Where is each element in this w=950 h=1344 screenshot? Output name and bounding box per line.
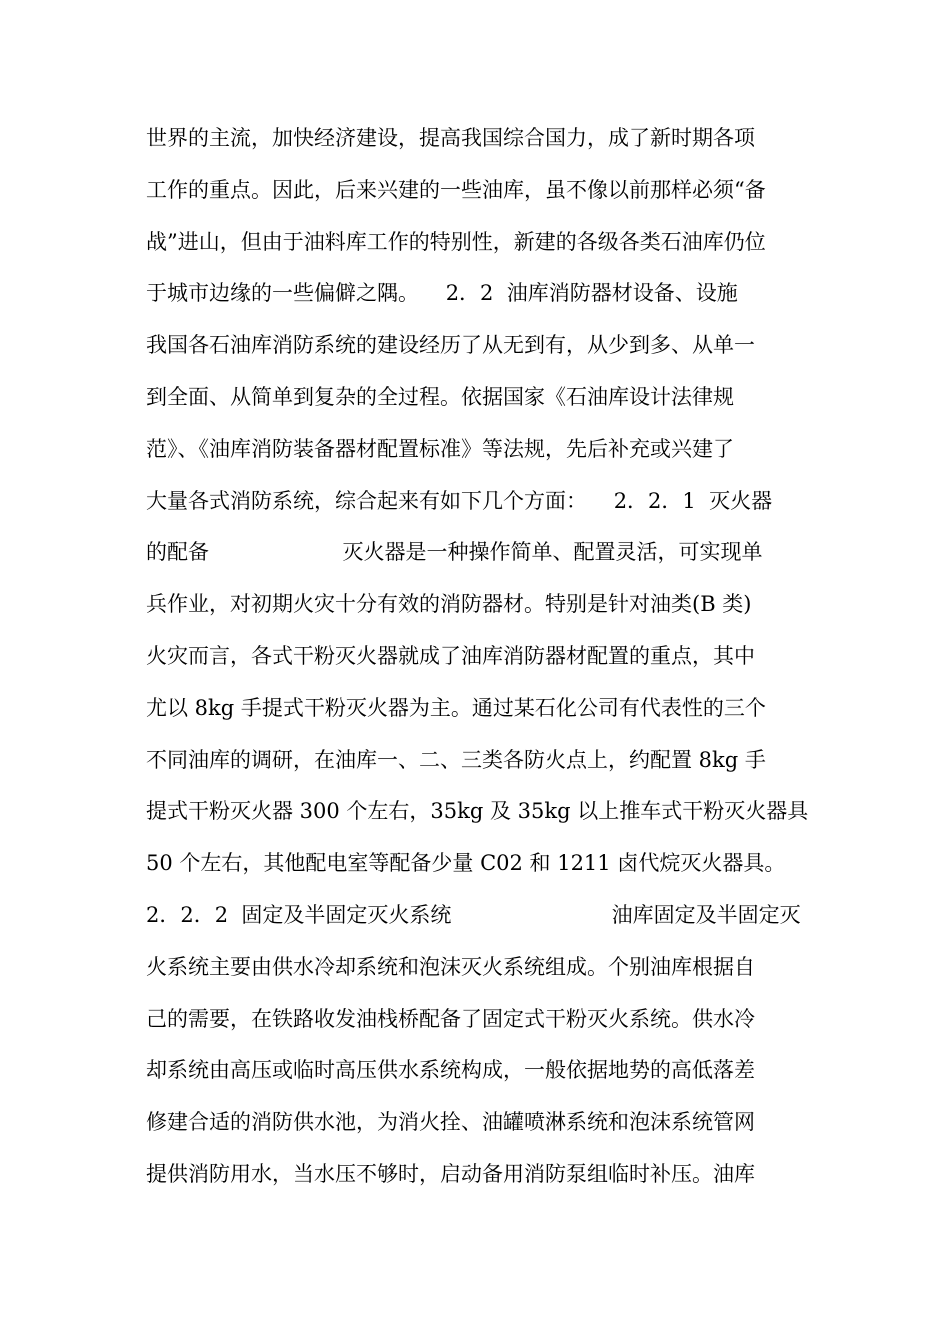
- text-line: 提式干粉灭火器 300 个左右，35kg 及 35kg 以上推车式干粉灭火器具: [146, 799, 809, 824]
- text-line: 火灾而言，各式干粉灭火器就成了油库消防器材配置的重点，其中: [146, 643, 755, 668]
- text-line: 世界的主流，加快经济建设，提高我国综合国力，成了新时期各项: [146, 126, 755, 150]
- body-text: [146, 113, 816, 1201]
- text-line: 工作的重点。因此，后来兴建的一些油库，虽不像以前那样必须“备: [146, 177, 766, 202]
- text-line: 2．2．2 固定及半固定灭火系统 油库固定及半固定灭: [146, 902, 801, 927]
- text-line: 己的需要，在铁路收发油栈桥配备了固定式干粉灭火系统。供水冷: [146, 1006, 755, 1031]
- text-line: 50 个左右，其他配电室等配备少量 C02 和 1211 卤代烷灭火器具。: [146, 851, 786, 876]
- text-line: 我国各石油库消防系统的建设经历了从无到有，从少到多、从单一: [146, 333, 755, 358]
- text-line: 却系统由高压或临时高压供水系统构成，一般依据地势的高低落差: [146, 1058, 755, 1083]
- text-line: 于城市边缘的一些偏僻之隅。 2．2 油库消防器材设备、设施: [146, 281, 738, 306]
- text-line: 修建合适的消防供水池，为消火拴、油罐喷淋系统和泡沫系统管网: [146, 1110, 755, 1135]
- text-line: 战”进山，但由于油料库工作的特别性，新建的各级各类石油库仍位: [146, 229, 766, 254]
- text-line: 范》、《油库消防装备器材配置标准》等法规，先后补充或兴建了: [146, 436, 734, 461]
- text-line: 不同油库的调研，在油库一、二、三类各防火点上，约配置 8kg 手: [146, 747, 766, 772]
- text-line: 火系统主要由供水冷却系统和泡沫灭火系统组成。个别油库根据自: [146, 954, 755, 979]
- text-line: 的配备 灭火器是一种操作简单、配置灵活，可实现单: [146, 540, 763, 565]
- text-line: 兵作业，对初期火灾十分有效的消防器材。特别是针对油类(B 类): [146, 592, 752, 617]
- text-line: 大量各式消防系统，综合起来有如下几个方面： 2．2．1 灭火器: [146, 488, 773, 513]
- text-line: 尤以 8kg 手提式干粉灭火器为主。通过某石化公司有代表性的三个: [146, 695, 766, 720]
- text-line: 提供消防用水，当水压不够时，启动备用消防泵组临时补压。油库: [146, 1161, 755, 1186]
- text-line: 到全面、从简单到复杂的全过程。依据国家《石油库设计法律规: [146, 384, 734, 409]
